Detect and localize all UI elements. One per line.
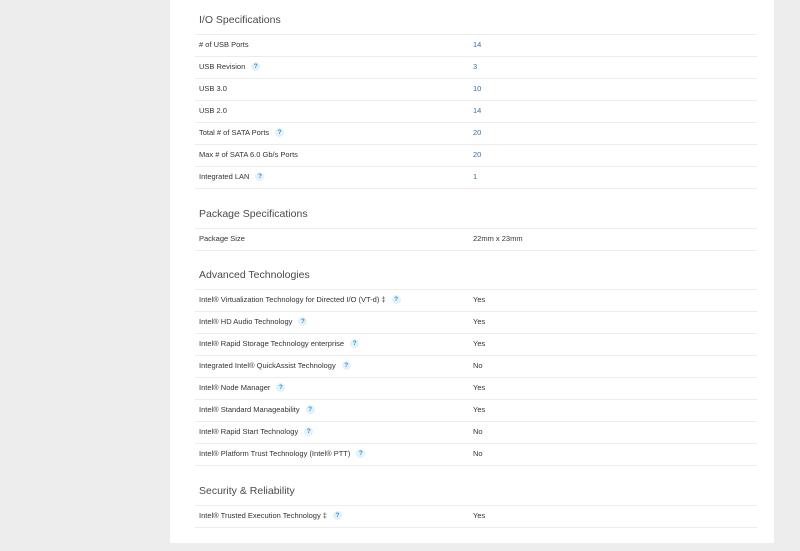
spec-label: Intel® HD Audio Technology ?: [199, 317, 307, 326]
spec-value: 10: [473, 84, 482, 93]
spec-row-max-sata-6-ports: [195, 144, 757, 166]
spec-label: Intel® Platform Trust Technology (Intel® PTT) ?: [199, 449, 365, 458]
spec-value: Yes: [473, 339, 486, 348]
spec-label: Total # of SATA Ports ?: [199, 128, 284, 137]
help-icon[interactable]: ?: [333, 511, 342, 520]
help-icon[interactable]: ?: [275, 128, 284, 137]
spec-label: Intel® Trusted Execution Technology ‡ ?: [199, 511, 342, 520]
security-reliability-heading: Security & Reliability: [199, 485, 295, 497]
help-icon[interactable]: ?: [298, 317, 307, 326]
spec-row-usb-ports: [195, 34, 757, 56]
spec-value: No: [473, 427, 483, 436]
io-specifications-heading: I/O Specifications: [199, 14, 281, 26]
specifications-panel: [170, 0, 774, 543]
spec-value: 14: [473, 40, 482, 49]
spec-row-standard-manageability: [195, 399, 757, 421]
spec-label: Intel® Virtualization Technology for Directed I/O (VT-d) ‡ ?: [199, 295, 401, 304]
spec-row-total-sata-ports: [195, 122, 757, 144]
help-icon[interactable]: ?: [342, 361, 351, 370]
spec-label: Integrated Intel® QuickAssist Technology ?: [199, 361, 351, 370]
spec-value: 3: [473, 62, 478, 71]
help-icon[interactable]: ?: [255, 172, 264, 181]
help-icon[interactable]: ?: [306, 405, 315, 414]
spec-value: Yes: [473, 405, 486, 414]
spec-label: Integrated LAN ?: [199, 172, 264, 181]
spec-label: Package Size: [199, 234, 245, 243]
help-icon[interactable]: ?: [276, 383, 285, 392]
package-specifications-heading: Package Specifications: [199, 208, 308, 220]
spec-row-usb-revision: [195, 56, 757, 78]
spec-value: No: [473, 361, 483, 370]
spec-row-package-size: [195, 228, 757, 251]
spec-row-usb-3: [195, 78, 757, 100]
spec-row-rapid-start: [195, 421, 757, 443]
help-icon[interactable]: ?: [350, 339, 359, 348]
advanced-technologies-heading: Advanced Technologies: [199, 269, 310, 281]
help-icon[interactable]: ?: [356, 449, 365, 458]
spec-label: USB 3.0: [199, 84, 227, 93]
spec-value: 22mm x 23mm: [473, 234, 523, 243]
spec-label: # of USB Ports: [199, 40, 249, 49]
spec-label: USB 2.0: [199, 106, 227, 115]
spec-label: Intel® Standard Manageability ?: [199, 405, 315, 414]
spec-value: Yes: [473, 383, 486, 392]
spec-value: Yes: [473, 511, 486, 520]
spec-label: Max # of SATA 6.0 Gb/s Ports: [199, 150, 298, 159]
spec-row-trusted-execution: [195, 505, 757, 528]
spec-row-usb-2: [195, 100, 757, 122]
spec-row-node-manager: [195, 377, 757, 399]
spec-row-hd-audio: [195, 311, 757, 333]
spec-label: Intel® Node Manager ?: [199, 383, 285, 392]
spec-value: 14: [473, 106, 482, 115]
spec-value: 20: [473, 150, 482, 159]
spec-row-rapid-storage: [195, 333, 757, 355]
spec-row-quickassist: [195, 355, 757, 377]
spec-value: 1: [473, 172, 478, 181]
spec-row-integrated-lan: [195, 166, 757, 189]
spec-label: USB Revision ?: [199, 62, 260, 71]
spec-value: Yes: [473, 317, 486, 326]
spec-value: No: [473, 449, 483, 458]
spec-row-platform-trust: [195, 443, 757, 466]
spec-value: Yes: [473, 295, 486, 304]
help-icon[interactable]: ?: [304, 427, 313, 436]
spec-label: Intel® Rapid Start Technology ?: [199, 427, 313, 436]
spec-label: Intel® Rapid Storage Technology enterprise ?: [199, 339, 359, 348]
spec-value: 20: [473, 128, 482, 137]
help-icon[interactable]: ?: [251, 62, 260, 71]
spec-row-vt-d: [195, 289, 757, 311]
help-icon[interactable]: ?: [392, 295, 401, 304]
